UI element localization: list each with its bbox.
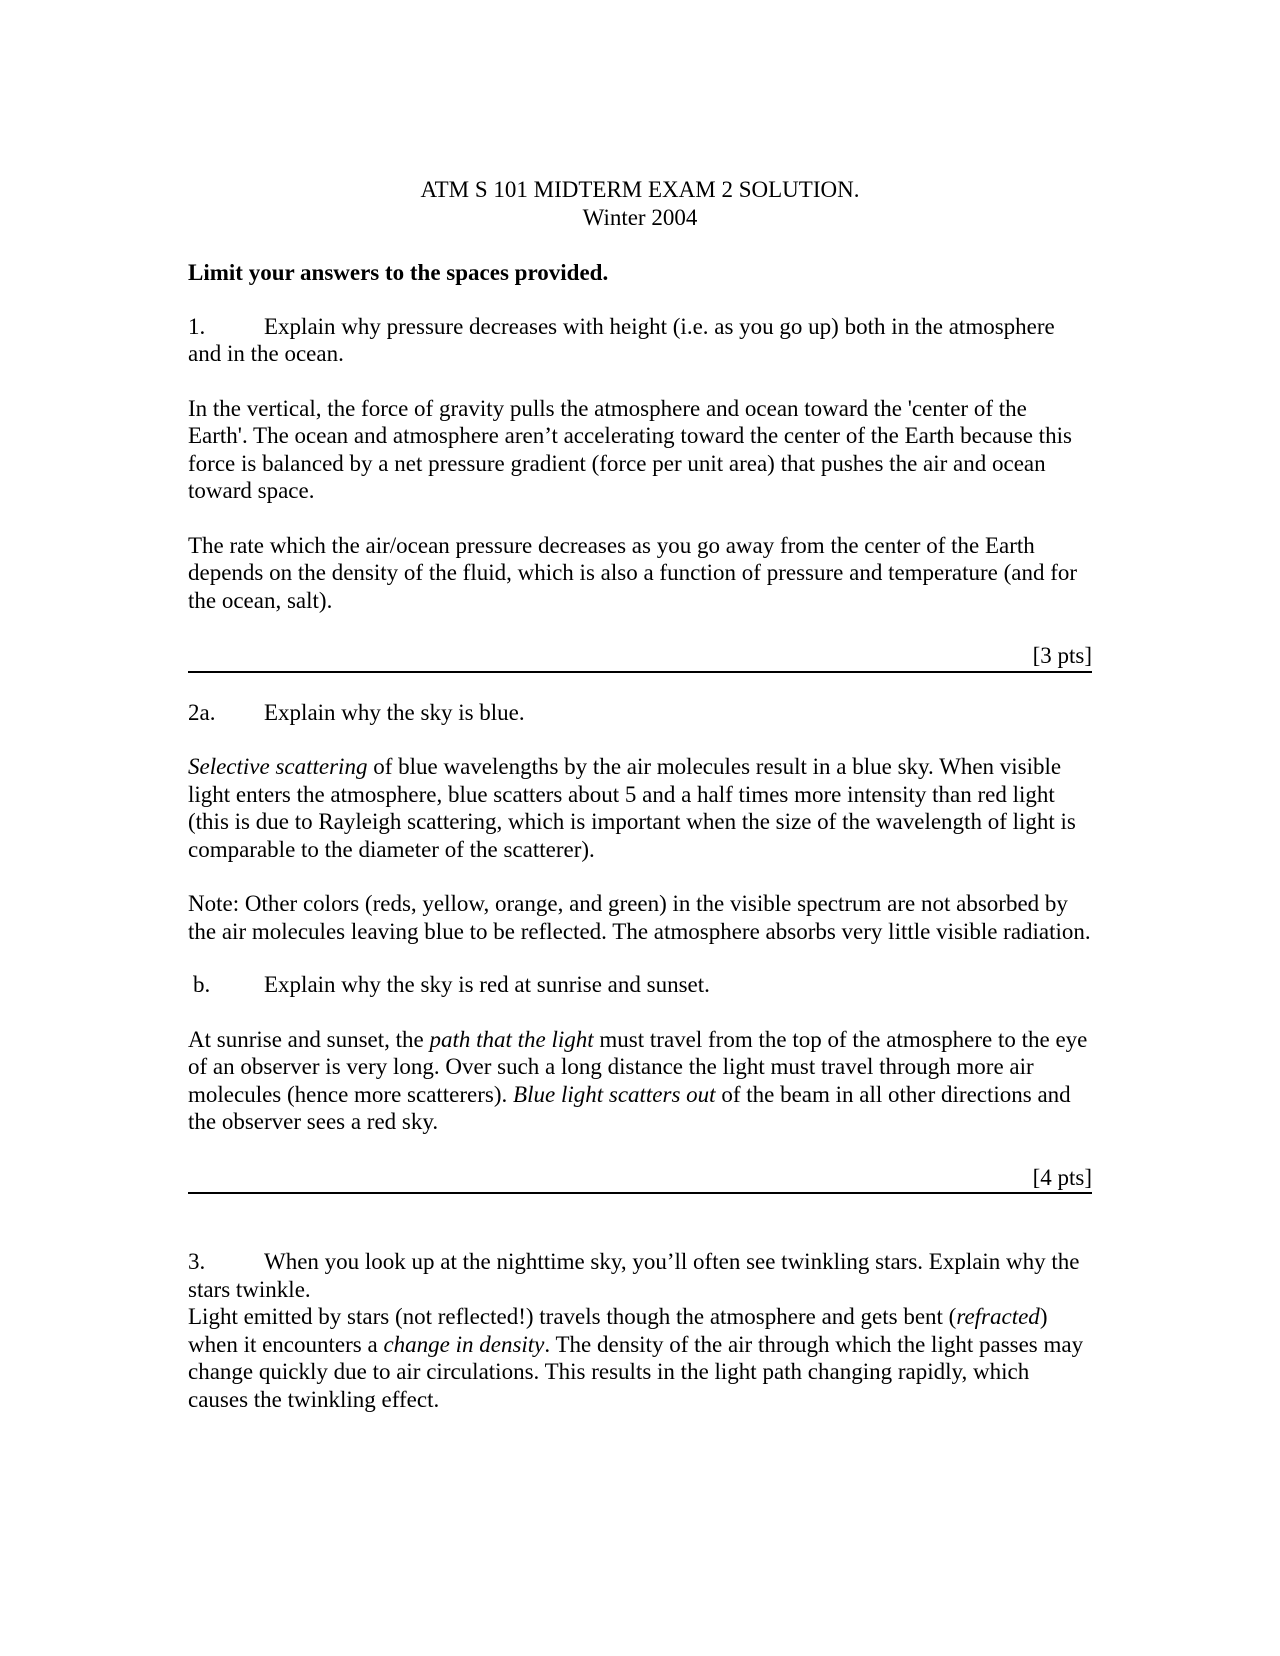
question-2a-number: 2a. <box>188 699 216 725</box>
exam-page <box>188 176 1092 1413</box>
answer-1-paragraph-1: In the vertical, the force of gravity pulls the atmosphere and ocean toward the 'center of the Earth'. The ocean and atmosphere aren’t accelerating toward the center of the Earth because this force is balanced by a net pressure gradient (force per unit area) that pushes the air and ocean toward space. <box>188 395 1072 503</box>
answer-2a-text: of blue wavelengths by the air molecules result in a blue sky. When visible light enters the atmosphere, blue scatters about 5 and a half times more intensity than red light (this is due to Rayleigh scattering, which is important when the size of the wavelength of light is comparable to the diameter of the scatterer). <box>188 754 1076 862</box>
question-2a <box>188 699 1092 727</box>
question-1-number: 1. <box>188 313 206 339</box>
instruction-text: Limit your answers to the spaces provided. <box>188 260 609 285</box>
exam-title: ATM S 101 MIDTERM EXAM 2 SOLUTION. <box>420 177 860 202</box>
question-2-points: [4 pts] <box>1032 1164 1092 1190</box>
question-1-points: [3 pts] <box>1032 643 1092 668</box>
answer-3-text-2: ) when it encounters a <box>188 1304 1048 1357</box>
answer-3-emphasis-1: refracted <box>956 1304 1040 1329</box>
answer-2b-text-1: At sunrise and sunset, the <box>188 1026 430 1052</box>
question-1 <box>188 313 1092 368</box>
answer-3-emphasis-2: change in density <box>383 1331 545 1357</box>
answer-2b-emphasis-1: path that the light <box>429 1026 594 1052</box>
answer-2a <box>188 753 1092 863</box>
question-2-points-rule <box>188 1164 1092 1195</box>
answer-1-paragraph-2: The rate which the air/ocean pressure decreases as you go away from the center of the Earth depends on the density of the fluid, which is also a function of pressure and temperature (and for the ocean, salt). <box>188 532 1078 613</box>
answer-3 <box>188 1303 1092 1413</box>
answer-2b-emphasis-2: Blue light scatters out <box>513 1081 716 1107</box>
answer-2a-emphasis: Selective scattering <box>188 754 368 779</box>
answer-2a-note: Note: Other colors (reds, yellow, orange, and green) in the visible spectrum are not absorbed by the air molecules leaving blue to be reflected. The atmosphere absorbs very little visible radiation. <box>188 891 1091 944</box>
question-2b-number: b. <box>193 972 211 997</box>
answer-2b <box>188 1026 1092 1136</box>
answer-2b-text-2: must travel from the top of the atmosphere to the eye of an observer is very long. Over such a long distance the light must travel through more air molecules (hence more scatterers). <box>188 1026 1088 1107</box>
question-2b-text: Explain why the sky is red at sunrise and sunset. <box>264 972 710 997</box>
exam-term: Winter 2004 <box>582 204 698 230</box>
question-2b <box>188 971 1092 999</box>
question-3-text: When you look up at the nighttime sky, you’ll often see twinkling stars. Explain why the stars twinkle. <box>188 1249 1080 1302</box>
question-2a-text: Explain why the sky is blue. <box>264 699 525 725</box>
question-3 <box>188 1248 1092 1303</box>
answer-2b-text-3: of the beam in all other directions and the observer sees a red sky. <box>188 1081 1071 1134</box>
question-1-points-rule <box>188 642 1092 673</box>
answer-3-text-1: Light emitted by stars (not reflected!) travels though the atmosphere and gets bent ( <box>188 1304 957 1329</box>
question-3-number: 3. <box>188 1249 206 1274</box>
answer-3-text-3: . The density of the air through which the light passes may change quickly due to air circulations. This results in the light path changing rapidly, which causes the twinkling effect. <box>188 1331 1084 1412</box>
question-1-text: Explain why pressure decreases with height (i.e. as you go up) both in the atmosphere and in the ocean. <box>188 313 1055 366</box>
